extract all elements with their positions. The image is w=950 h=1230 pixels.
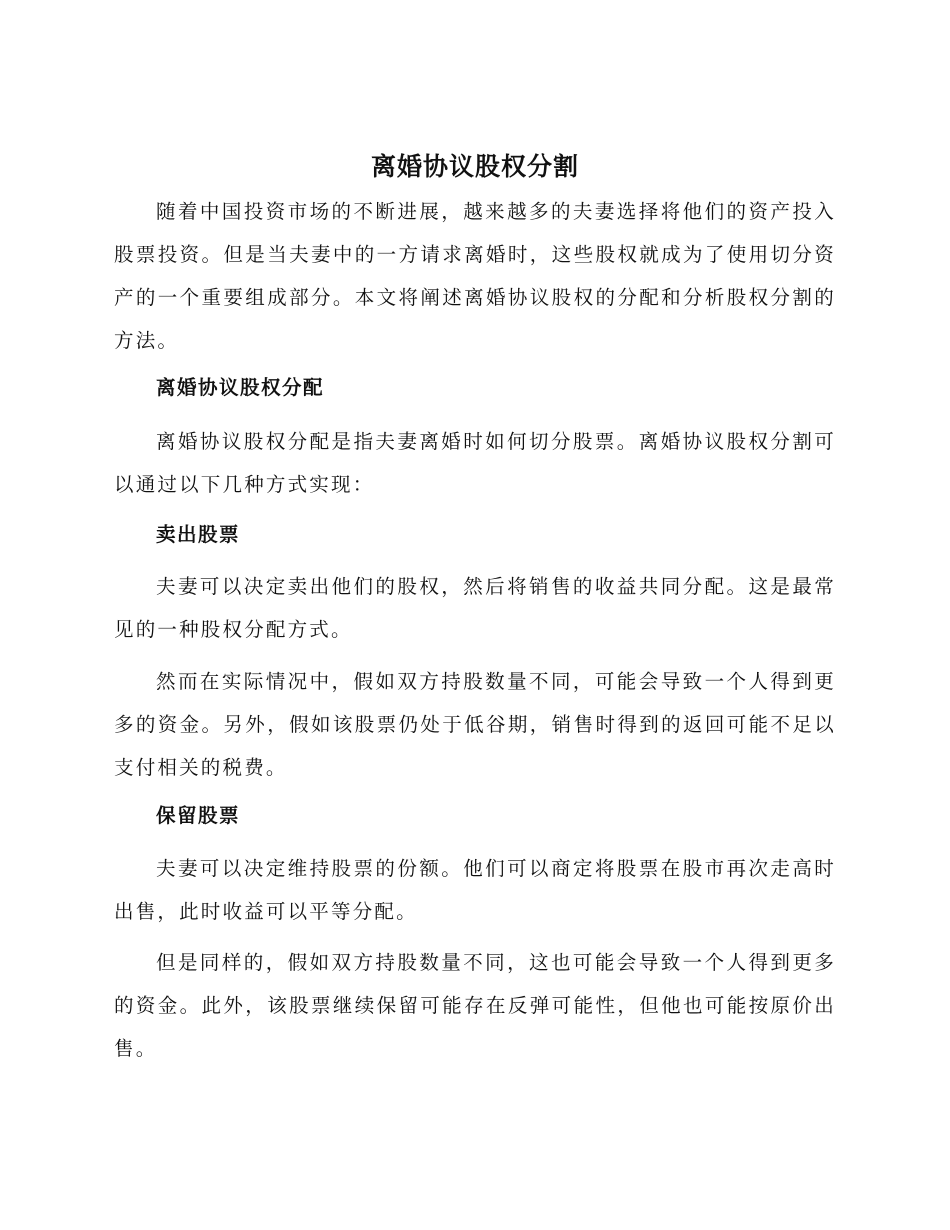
keep-stock-paragraph-2: 但是同样的，假如双方持股数量不同，这也可能会导致一个人得到更多的资金。此外，该股票继续保留可能存在反弹可能性，但他也可能按原价出售。	[114, 951, 836, 1060]
section-heading-equity-distribution: 离婚协议股权分配	[156, 376, 325, 399]
sell-stock-paragraph-2: 然而在实际情况中，假如双方持股数量不同，可能会导致一个人得到更多的资金。另外，假如该股票仍处于低谷期，销售时得到的返回可能不足以支付相关的税费。	[114, 670, 836, 779]
keep-stock-paragraph-1: 夫妻可以决定维持股票的份额。他们可以商定将股票在股市再次走高时出售，此时收益可以平等分配。	[114, 857, 836, 923]
section-heading-sell-stock: 卖出股票	[156, 523, 241, 546]
intro-paragraph: 随着中国投资市场的不断进展，越来越多的夫妻选择将他们的资产投入股票投资。但是当夫妻中的一方请求离婚时，这些股权就成为了使用切分资产的一个重要组成部分。本文将阐述离婚协议股权的分配和分析股权分割的方法。	[114, 200, 836, 352]
section-heading-keep-stock: 保留股票	[156, 804, 241, 827]
sell-stock-paragraph-1: 夫妻可以决定卖出他们的股权，然后将销售的收益共同分配。这是最常见的一种股权分配方式。	[114, 575, 836, 641]
document-title: 离婚协议股权分割	[370, 152, 579, 181]
equity-distribution-paragraph: 离婚协议股权分配是指夫妻离婚时如何切分股票。离婚协议股权分割可以通过以下几种方式实现：	[114, 430, 836, 496]
